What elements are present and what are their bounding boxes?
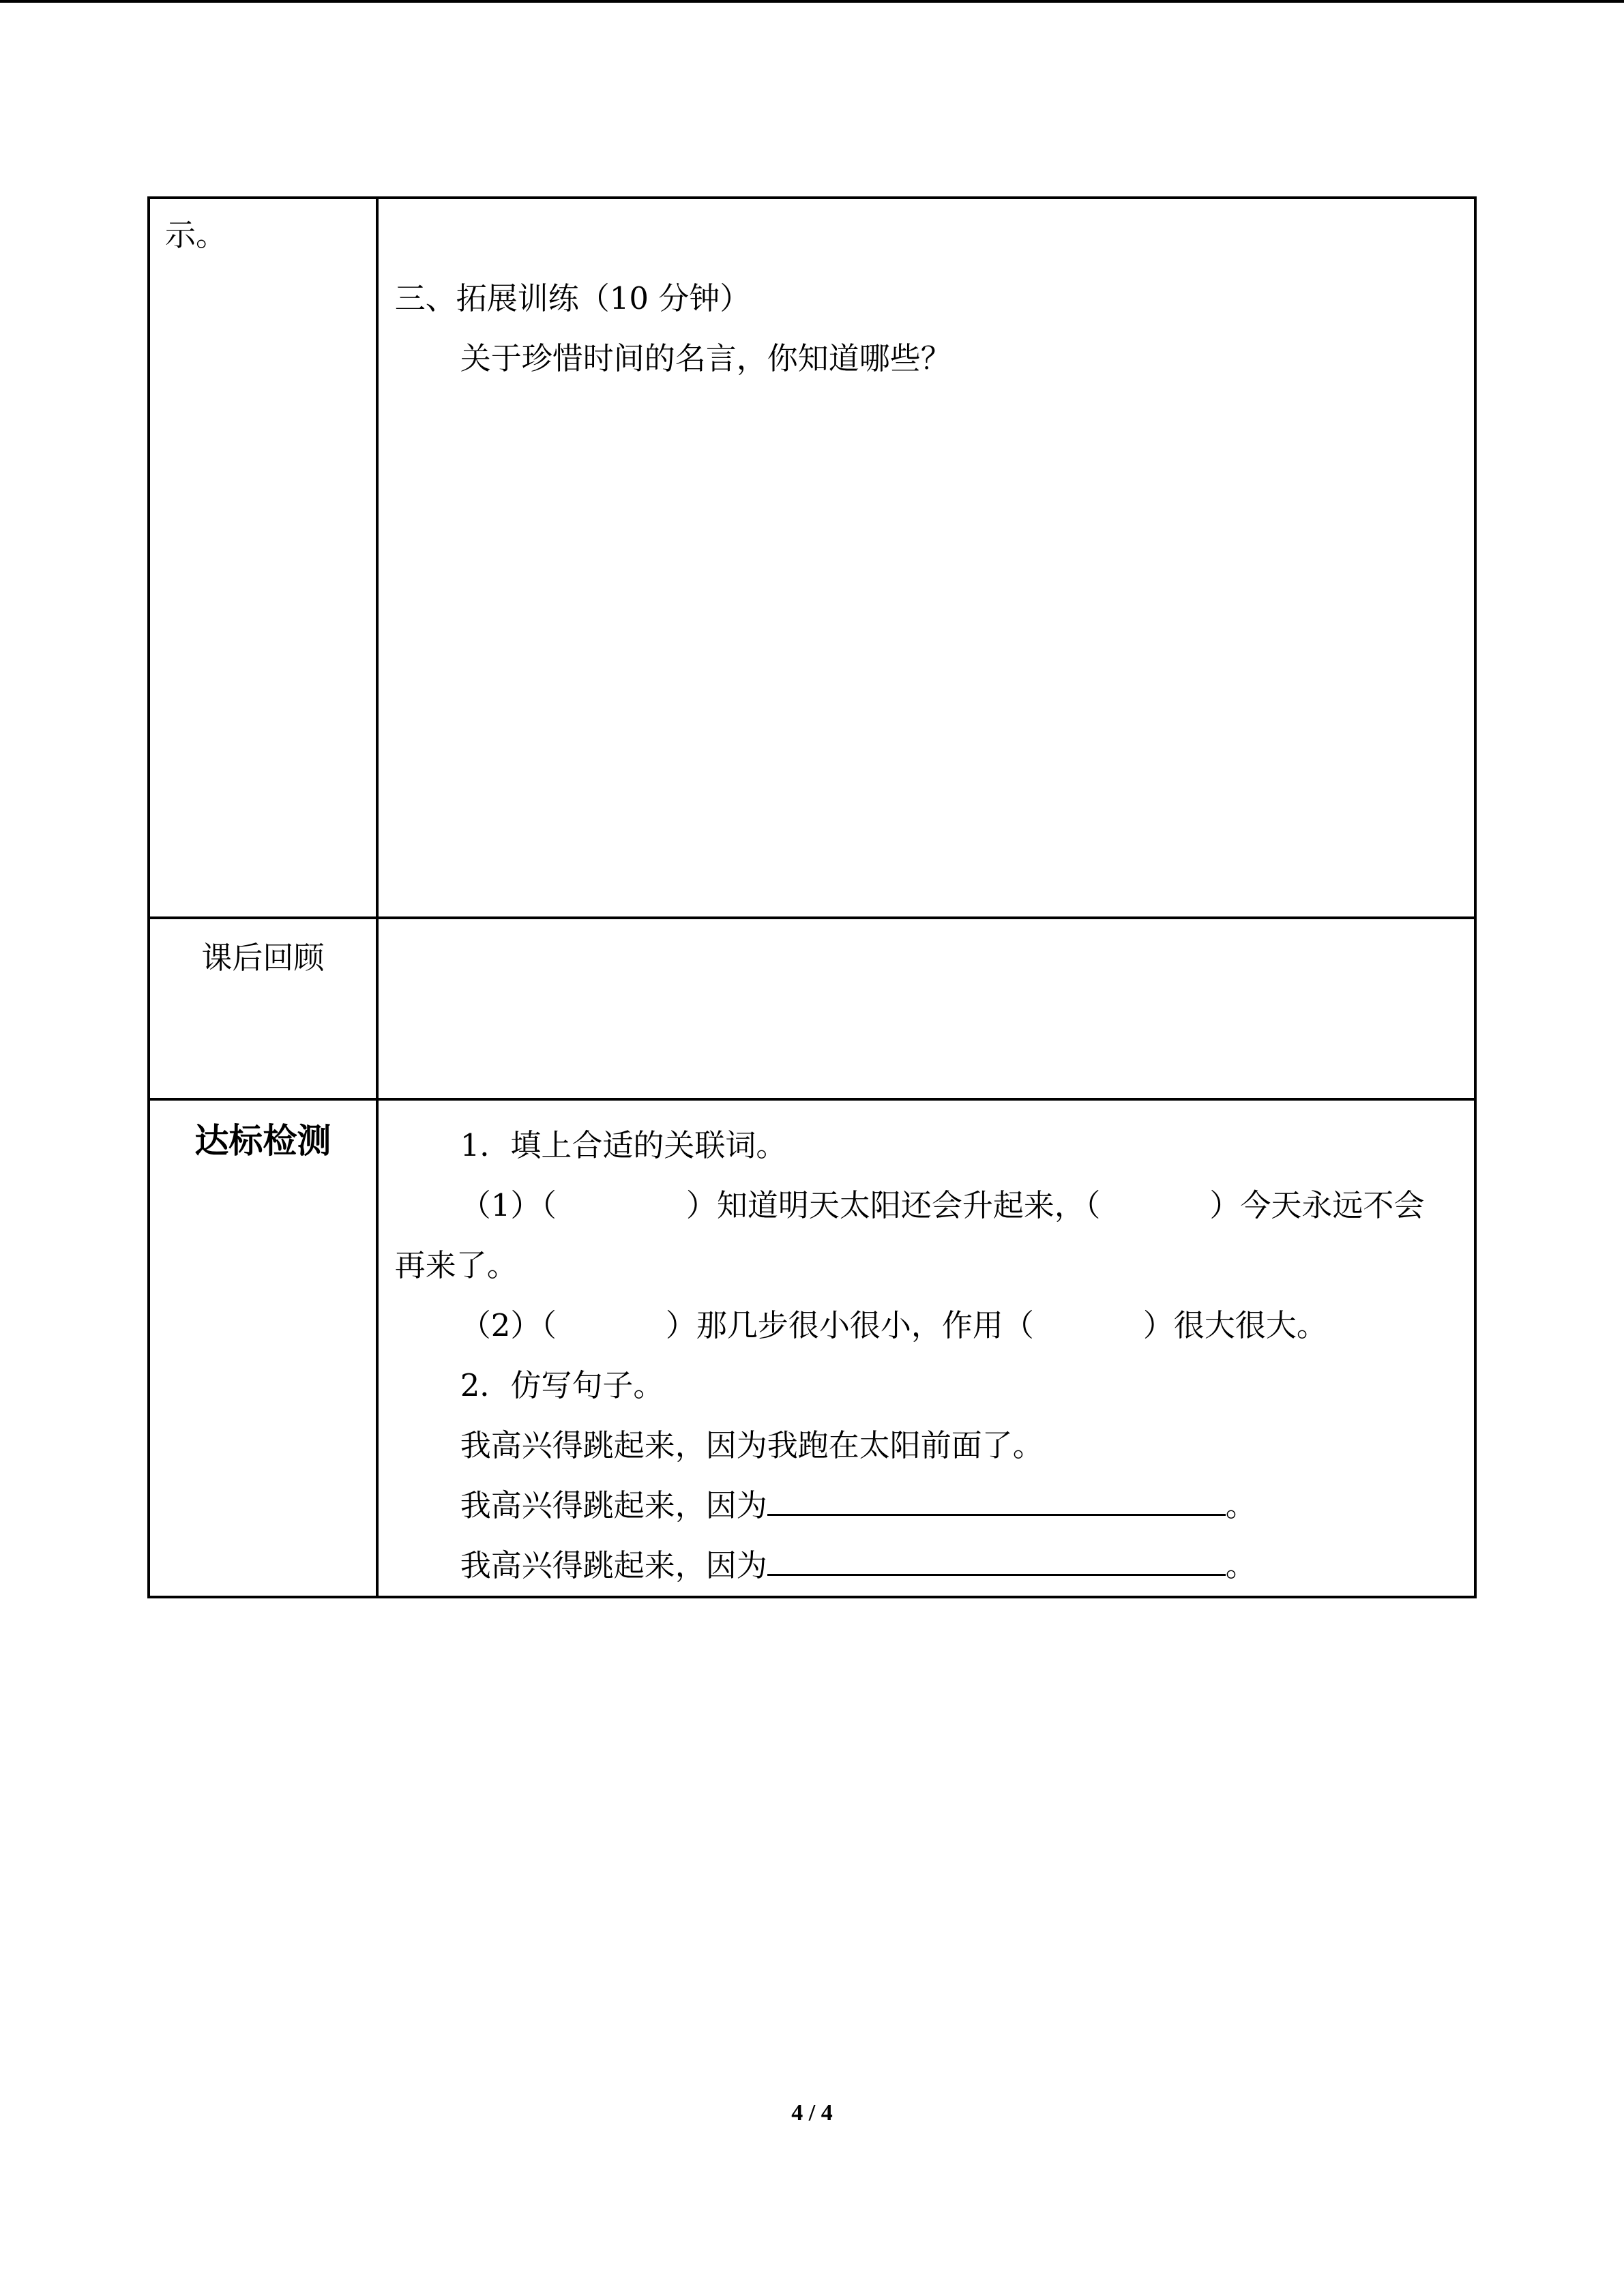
- q1-item2: [395, 1296, 1474, 1356]
- table-row: [149, 1099, 1475, 1597]
- q1-item2-prefix: （2）（: [460, 1307, 557, 1343]
- review-label: 课后回顾: [201, 940, 325, 976]
- q2-blank1-suffix: 。: [1225, 1487, 1256, 1523]
- section-heading: 三、拓展训练（10 分钟）: [394, 280, 751, 316]
- continued-text: 示。: [165, 217, 227, 253]
- q2-title: 2．仿写句子。: [460, 1367, 664, 1403]
- q1-item1-mid: ）知道明天太阳还会升起来，（: [685, 1187, 1101, 1223]
- row3-right-cell: [377, 1099, 1475, 1597]
- review-answer-cell[interactable]: [377, 918, 1475, 1099]
- q1-title: 1．填上合适的关联词。: [460, 1127, 787, 1163]
- lesson-table: [147, 196, 1477, 1598]
- top-border-line: [0, 0, 1624, 3]
- q1-item2-mid: ）那几步很小很小，作用（: [665, 1307, 1034, 1343]
- q1-item1-continued: 再来了。: [394, 1247, 518, 1283]
- q1-item1: [395, 1176, 1474, 1236]
- q2-blank2-prefix: 我高兴得跳起来，因为: [460, 1547, 767, 1583]
- answer-underline[interactable]: [767, 1484, 1226, 1516]
- q1-item1-prefix: （1）（: [460, 1187, 557, 1223]
- page-number: 4 / 4: [791, 2100, 833, 2126]
- row2-left-cell: [149, 918, 377, 1099]
- q2-blank1-prefix: 我高兴得跳起来，因为: [460, 1487, 767, 1523]
- q1-item2-end: ）很大很大。: [1142, 1307, 1327, 1343]
- answer-underline[interactable]: [767, 1544, 1226, 1576]
- table-row: [149, 198, 1475, 918]
- row1-right-cell: [377, 198, 1475, 918]
- q2-example: 我高兴得跳起来，因为我跑在太阳前面了。: [460, 1427, 1044, 1463]
- assessment-label: 达标检测: [194, 1121, 331, 1161]
- row3-left-cell: [149, 1099, 377, 1597]
- q1-item1-end: ）今天永远不会: [1209, 1187, 1425, 1223]
- table-row: [149, 918, 1475, 1099]
- question-text: 关于珍惜时间的名言，你知道哪些？: [460, 340, 951, 376]
- q2-blank-line-1: [395, 1476, 1474, 1536]
- q2-blank-line-2: [395, 1536, 1474, 1596]
- q2-blank2-suffix: 。: [1225, 1547, 1256, 1583]
- row1-left-cell: [149, 198, 377, 918]
